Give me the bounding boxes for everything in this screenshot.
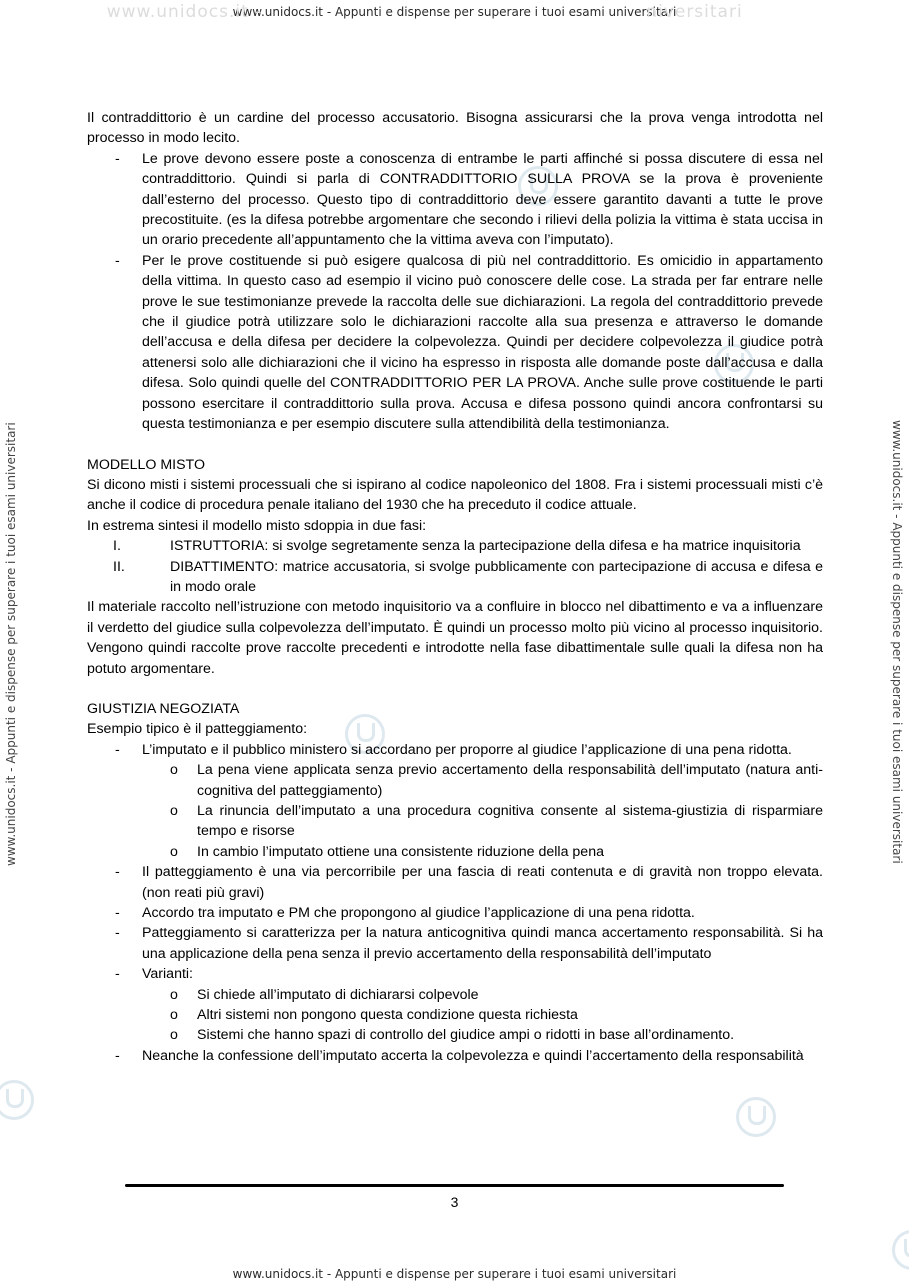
dash-marker: - <box>115 741 120 758</box>
giustizia-intro: Esempio tipico è il patteggiamento: <box>87 721 308 738</box>
sub-list-item <box>87 842 823 862</box>
list-item-text: Patteggiamento si caratterizza per la natura anticognitiva quindi manca accertamento responsabilità. Si ha una applicazione della pena senza il previo accertamento della responsabilità dell’imputato <box>142 925 823 962</box>
sub-list-item <box>87 1025 823 1045</box>
section-title-modello-misto: MODELLO MISTO <box>87 456 205 473</box>
watermark-ghost-right: niversitari <box>646 2 743 22</box>
bullet-marker: o <box>170 1007 178 1024</box>
list-item <box>87 557 823 598</box>
sub-list-item-text: Si chiede all’imputato di dichiararsi colpevole <box>197 986 479 1003</box>
watermark-bottom <box>0 1267 909 1281</box>
logo-watermark-icon <box>892 1230 909 1270</box>
sub-list-item-text: La pena viene applicata senza previo accertamento della responsabilità dell’imputato (natura anti-cognitiva del patteggiamento) <box>197 762 823 799</box>
dash-marker: - <box>115 252 120 269</box>
list-item <box>87 923 823 964</box>
list-item <box>87 536 823 556</box>
list-item-text: ISTRUTTORIA: si svolge segretamente senza la partecipazione della difesa e ha matrice inquisitoria <box>170 538 801 555</box>
watermark-ghost-left: www.unidocs.it - <box>106 2 263 22</box>
logo-watermark-icon <box>736 1097 776 1137</box>
watermark-top-text: www.unidocs.it - Appunti e dispense per superare i tuoi esami universitari <box>232 5 677 19</box>
list-item-text: Neanche la confessione dell’imputato accerta la colpevolezza e quindi l’accertamento della responsabilità <box>142 1047 804 1064</box>
sub-list-item <box>87 1005 823 1025</box>
list-item-text: DIBATTIMENTO: matrice accusatoria, si svolge pubblicamente con partecipazione di accusa e difesa e in modo orale <box>170 558 823 595</box>
bullet-marker: o <box>170 1027 178 1044</box>
modello-misto-paragraph: In estrema sintesi il modello misto sdoppia in due fasi: <box>87 517 427 534</box>
roman-marker: II. <box>113 558 125 575</box>
footer-divider <box>125 1184 784 1187</box>
list-item-text: L’imputato e il pubblico ministero si accordano per proporre al giudice l’applicazione di una pena ridotta. <box>142 741 792 758</box>
dash-marker: - <box>115 150 120 167</box>
sub-list-item-text: La rinuncia dell’imputato a una procedura cognitiva consente al sistema-giustizia di risparmiare tempo e risorse <box>197 803 823 840</box>
dash-marker: - <box>115 864 120 881</box>
sub-list-item-text: Altri sistemi non pongono questa condizione questa richiesta <box>197 1007 578 1024</box>
list-item <box>87 740 823 760</box>
list-item-text: Accordo tra imputato e PM che propongono al giudice l’applicazione di una pena ridotta. <box>142 905 695 922</box>
modello-misto-paragraph: Il materiale raccolto nell’istruzione con metodo inquisitorio va a confluire in blocco nel dibattimento e va a influenzare il verdetto del giudice sulla colpevolezza dell’imputato. È quindi un processo molto più vicino al processo inquisitorio. Vengono quindi raccolte prove raccolte precedenti e introdotte nella fase dibattimentale sulle quali la difesa non ha potuto argomentare. <box>87 599 823 677</box>
document-body <box>87 108 823 1066</box>
bullet-marker: o <box>170 762 178 779</box>
watermark-right: www.unidocs.it - Appunti e dispense per superare i tuoi esami universitari <box>890 420 904 864</box>
bullet-marker: o <box>170 843 178 860</box>
list-item-text: Varianti: <box>142 966 193 983</box>
sub-list-item-text: In cambio l’imputato ottiene una consistente riduzione della pena <box>197 843 604 860</box>
sub-list-item <box>87 985 823 1005</box>
roman-marker: I. <box>113 538 121 555</box>
logo-watermark-icon <box>0 1080 34 1120</box>
section-title-giustizia-negoziata: GIUSTIZIA NEGOZIATA <box>87 700 240 717</box>
list-item <box>87 1046 823 1066</box>
sub-list-item-text: Sistemi che hanno spazi di controllo del giudice ampi o ridotti in base all’ordinamento. <box>197 1027 735 1044</box>
intro-paragraph: Il contraddittorio è un cardine del processo accusatorio. Bisogna assicurarsi che la prova venga introdotta nel processo in modo lecito. <box>87 110 823 147</box>
sub-list-item <box>87 760 823 801</box>
dash-marker: - <box>115 905 120 922</box>
dash-marker: - <box>115 1047 120 1064</box>
dash-marker: - <box>115 925 120 942</box>
list-item <box>87 903 823 923</box>
list-item-text: Per le prove costituende si può esigere qualcosa di più nel contraddittorio. Es omicidio in appartamento della vittima. In questo caso ad esempio il vicino può conoscere delle cose. La strada per far entrare nelle prove le sue testimonianze prevede la raccolta delle sue dichiarazioni. La regola del contraddittorio prevede che il giudice potrà utilizzare solo le dichiarazioni raccolte alla sua presenza e attraverso le domande dell’accusa e della difesa per decidere la colpevolezza. Quindi per decidere colpevolezza il giudice potrà attenersi solo alle dichiarazioni che il vicino ha espresso in risposta alle domande poste dall’accusa e dalla difesa. Solo quindi quelle del CONTRADDITTORIO PER LA PROVA. Anche sulle prove costituende le parti possono esercitare il contraddittorio sulla prova. Accusa e difesa possono quindi ancora confrontarsi su questa testimonianza e per esempio discutere sulla attendibilità della testimonianza. <box>142 252 823 433</box>
page-number: 3 <box>450 1194 459 1210</box>
list-item <box>87 251 823 435</box>
bullet-marker: o <box>170 803 178 819</box>
modello-misto-paragraph: Si dicono misti i sistemi processuali che si ispirano al codice napoleonico del 1808. Fra i sistemi processuali misti c’è anche il codice di procedura penale italiano del 1930 che ha preceduto il codice attuale. <box>87 476 823 514</box>
dash-marker: - <box>115 966 120 983</box>
list-item-text: Le prove devono essere poste a conoscenza di entrambe le parti affinché si possa discutere di essa nel contraddittorio. Quindi si parla di CONTRADDITTORIO SULLA PROVA se la prova è proveniente dall’esterno del processo. Questo tipo di contraddittorio deve essere garantito davanti a tutte le prove precostituite. (es la difesa potrebbe argomentare che secondo i rilievi della polizia la vittima è stata uccisa in un orario precedente all’appuntamento che la vittima aveva con l’imputato). <box>142 150 823 249</box>
list-item <box>87 862 823 903</box>
list-item <box>87 149 823 251</box>
watermark-left: www.unidocs.it - Appunti e dispense per superare i tuoi esami universitari <box>4 422 18 866</box>
bullet-marker: o <box>170 986 178 1003</box>
sub-list-item <box>87 801 823 842</box>
list-item <box>87 964 823 984</box>
watermark-bottom-text: www.unidocs.it - Appunti e dispense per superare i tuoi esami universitari <box>232 1267 677 1281</box>
list-item-text: Il patteggiamento è una via percorribile per una fascia di reati contenuta e di gravità non troppo elevata. (non reati più gravi) <box>142 864 823 901</box>
